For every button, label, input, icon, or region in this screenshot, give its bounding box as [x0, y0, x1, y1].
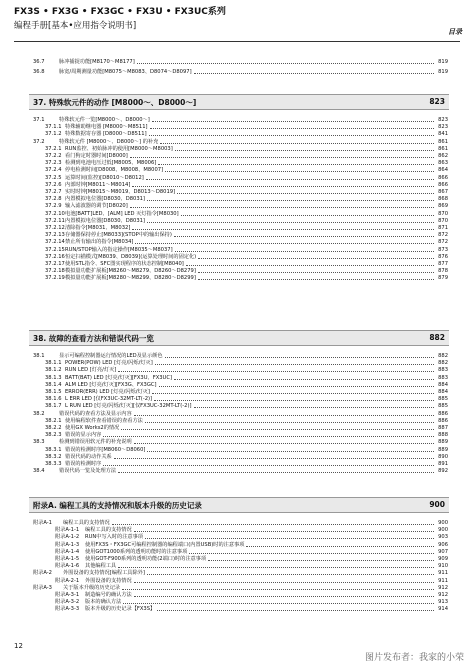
- toc-entry-number: 37.2.3: [45, 160, 62, 167]
- toc-entry-number: 38.3.1: [45, 446, 62, 453]
- toc-entry-page: 873: [438, 246, 448, 253]
- toc-entry[interactable]: [33, 439, 448, 446]
- toc-entry-number: 38.3.2: [45, 453, 62, 460]
- toc-entry-title: 制造编号的确认方法: [85, 592, 132, 598]
- toc-entry[interactable]: [45, 425, 448, 432]
- toc-entry-title: L ERR LED [仅FX3UC-32MT-LT(-2)]: [65, 396, 153, 403]
- toc-entry-page: 886: [438, 410, 448, 417]
- toc-entry-number: 37.2.5: [45, 174, 62, 181]
- toc-entry-title: 使用GX Works2的情况: [65, 425, 120, 431]
- toc-entry-title: POWER(POW) LED [灯亮/闪烁/灯灭]: [65, 360, 153, 367]
- toc-entry-page: 882: [438, 353, 448, 359]
- toc-leader-dots: [174, 236, 434, 237]
- toc-entry-number: 36.8: [33, 69, 45, 75]
- toc-entry-title: 错误代码的查看方法及显示内容: [59, 410, 132, 417]
- page-header: [14, 4, 460, 42]
- toc-leader-dots: [165, 357, 434, 358]
- toc-entry-number: 38.1.5: [45, 389, 62, 395]
- toc-entry-title: 电池[BATT]LED、[ALM] LED 灭灯指令[M8030]: [65, 210, 179, 217]
- toc-leader-dots: [114, 458, 434, 459]
- toc-entry[interactable]: [45, 261, 448, 268]
- toc-entry-page: 819: [438, 69, 448, 75]
- toc-entry-page: 876: [438, 253, 448, 260]
- toc-entry-page: 866: [438, 181, 448, 188]
- toc-entry-page: 883: [438, 374, 448, 381]
- toc-entry-title: 特殊软元件 [M8000～、D8000～] 的补充: [59, 138, 159, 145]
- toc-leader-dots: [147, 200, 434, 201]
- toc-entry-number: 附录A-1-4: [55, 548, 80, 555]
- toc-entry-page: 870: [438, 217, 448, 224]
- toc-entry-page: 883: [438, 367, 448, 374]
- toc-entry-number: 37.1: [33, 117, 45, 123]
- toc-leader-dots: [118, 371, 434, 372]
- toc-entry-page: 864: [438, 167, 448, 174]
- toc-leader-dots: [152, 393, 434, 394]
- toc-entry-number: 38.1.7: [45, 403, 62, 410]
- toc-entry-page: 867: [438, 189, 448, 195]
- toc-entry-number: 附录A-1-2: [55, 534, 80, 541]
- toc-entry-number: 附录A-1-1: [55, 527, 80, 534]
- toc-leader-dots: [175, 251, 434, 252]
- toc-entry[interactable]: [33, 117, 448, 124]
- toc-entry-page: 912: [438, 592, 448, 598]
- toc-leader-dots: [150, 128, 434, 129]
- toc-entry[interactable]: [45, 182, 448, 189]
- toc-leader-dots: [147, 222, 434, 223]
- toc-entry-page: 892: [438, 468, 448, 475]
- toc-leader-dots: [145, 538, 434, 539]
- toc-leader-dots: [130, 157, 434, 158]
- toc-entry-title: RUN中写入时的注意事项: [85, 534, 143, 541]
- toc-entry-page: 914: [438, 606, 448, 613]
- toc-entry-page: 912: [438, 584, 448, 591]
- toc-leader-dots: [165, 171, 434, 172]
- toc-leader-dots: [194, 407, 434, 408]
- toc-entry-number: 37.2.12: [45, 225, 65, 231]
- toc-leader-dots: [194, 73, 434, 74]
- toc-entry[interactable]: [45, 418, 448, 425]
- toc-leader-dots: [158, 164, 434, 165]
- section-title: 37. 特殊软元件的动作 [M8000～、D8000～]: [33, 98, 197, 107]
- toc-leader-dots: [198, 279, 434, 280]
- toc-entry-number: 37.2.16: [45, 253, 65, 260]
- toc-entry-page: 872: [438, 239, 448, 246]
- toc-entry-title: RUN/STOP输入的指定操作[M8035～M8037]: [65, 246, 173, 253]
- toc-entry-title: 错误的检测时序: [65, 461, 102, 467]
- toc-entry-page: 878: [438, 268, 448, 275]
- toc-entry-title: 错误代码一览及处理方法: [59, 468, 117, 475]
- toc-entry-number: 37.2.7: [45, 189, 62, 195]
- toc-entry-title: 恒定扫描模式[M8039、D8039](运算处理时间的固定化): [65, 253, 197, 260]
- toc-entry-title: 输入滤波器的调节[D8020]: [65, 203, 128, 210]
- toc-entry-number: 附录A-1-5: [55, 556, 80, 562]
- toc-entry[interactable]: [45, 211, 448, 218]
- toc-entry-page: 884: [438, 389, 448, 395]
- toc-entry-number: 38.2.1: [45, 417, 62, 424]
- toc-leader-dots: [132, 229, 434, 230]
- toc-entry-page: 889: [438, 439, 448, 446]
- toc-entry-title: RUN监控、初始脉冲的使用[M8000～M8003]: [65, 145, 173, 152]
- toc-entry-number: 37.2.4: [45, 167, 62, 174]
- toc-entry-number: 附录A-3-2: [55, 599, 80, 606]
- toc-leader-dots: [134, 531, 434, 532]
- toc-entry-number: 附录A-1: [33, 520, 52, 526]
- toc-entry-page: 900: [438, 520, 448, 526]
- toc-entry[interactable]: [45, 167, 448, 174]
- section-page: 900: [429, 500, 445, 509]
- toc-leader-dots: [152, 121, 434, 122]
- toc-entry-title: 内置模拟电位器[D8030、D8031]: [65, 196, 145, 203]
- toc-entry-number: 38.1: [33, 353, 45, 359]
- toc-entry-title: 脉宽/周期测量功能[M8075～M8083、D8074～D8097]: [59, 69, 192, 75]
- toc-entry-page: 913: [438, 599, 448, 606]
- toc-section-header[interactable]: [29, 94, 449, 110]
- toc-leader-dots: [198, 272, 434, 273]
- toc-entry[interactable]: [45, 367, 448, 374]
- toc-entry-title: 显示可编程控制器运行情况的LED及显示颜色: [59, 353, 163, 359]
- toc-leader-dots: [147, 574, 434, 575]
- toc-entry-title: 运算时间(监控)[D8010～D8012]: [65, 174, 144, 181]
- toc-entry-page: 890: [438, 453, 448, 460]
- toc-entry-title: 存储器保持停止[M8033](STOP中的输出保持): [65, 232, 172, 239]
- toc-entry-number: 37.2.19: [45, 275, 65, 282]
- toc-entry-page: 871: [438, 225, 448, 231]
- series-title: FX3S • FX3G • FX3GC • FX3U • FX3UC系列: [14, 7, 226, 17]
- toc-entry-number: 37.2.6: [45, 181, 62, 188]
- toc-entry-page: 841: [438, 131, 448, 138]
- toc-entry[interactable]: [33, 69, 448, 76]
- toc-entry-page: 910: [438, 563, 448, 570]
- toc-entry-title: 使用编程软件查看错误的查看方法: [65, 417, 143, 424]
- toc-entry-title: 错误的检测时序[M8060～D8060]: [65, 446, 146, 453]
- toc-entry-number: 37.2.17: [45, 261, 65, 267]
- toc-entry-number: 附录A-3-1: [55, 592, 80, 598]
- toc-entry[interactable]: [55, 542, 448, 549]
- toc-entry[interactable]: [33, 570, 448, 577]
- toc-entry[interactable]: [45, 254, 448, 261]
- toc-entry-number: 38.1.3: [45, 374, 62, 381]
- toc-entry-number: 37.2.13: [45, 232, 65, 239]
- toc-leader-dots: [174, 379, 434, 380]
- toc-entry-title: 实时时钟[M8015～M8019、D8013～D8019]: [65, 189, 176, 195]
- toc-entry-page: 868: [438, 196, 448, 203]
- toc-entry-title: 内置模拟电位器[D8030、D8031]: [65, 217, 145, 224]
- toc-entry[interactable]: [45, 247, 448, 254]
- toc-entry-title: 版本升级的历史记录【FX3S】: [85, 606, 156, 613]
- toc-entry-number: 37.2.2: [45, 153, 62, 159]
- toc-entry-page: 885: [438, 403, 448, 410]
- toc-entry-title: 使用STL指令、SFC图实现程序的状态控制[M8040]: [65, 261, 184, 267]
- toc-entry-title: 清除指令[M8031、M8032]: [65, 225, 131, 231]
- toc-entry-title: 特殊辅助继电器 [M8000～M8511]: [65, 124, 148, 131]
- toc-leader-dots: [135, 243, 434, 244]
- toc-leader-dots: [137, 63, 434, 64]
- toc-leader-dots: [112, 524, 434, 525]
- toc-entry-number: 38.1.1: [45, 360, 62, 367]
- toc-entry-number: 37.2.11: [45, 217, 65, 224]
- toc-leader-dots: [189, 553, 434, 554]
- toc-entry-title: 脉冲捕捉功能[M8170～M8177]: [59, 59, 135, 65]
- toc-leader-dots: [198, 258, 434, 259]
- toc-entry-page: 884: [438, 381, 448, 388]
- toc-entry-title: L RUN LED [灯亮/闪烁/灯灭][仅FX3UC-32MT-LT(-2)]: [65, 403, 192, 410]
- toc-entry[interactable]: [55, 606, 448, 613]
- toc-entry-title: 检测到错误用软元件的补充说明: [59, 439, 132, 446]
- toc-entry-number: 38.4: [33, 468, 45, 475]
- section-title: 38. 故障的查看方法和错误代码一览: [33, 334, 154, 343]
- toc-entry-page: 909: [438, 556, 448, 562]
- toc-entry-title: ALM LED [灯亮/灯灭][FX3G、FX3GC]: [65, 381, 157, 388]
- toc-leader-dots: [134, 596, 434, 597]
- toc-entry-page: 903: [438, 534, 448, 541]
- toc-entry-page: 877: [438, 261, 448, 267]
- toc-entry-page: 819: [438, 59, 448, 65]
- toc-entry-title: 使用FX3S・FX3GC可编程控制器的编程端口(内置USB)时的注意事项: [85, 541, 245, 548]
- toc-entry-number: 38.3: [33, 439, 45, 446]
- toc-entry[interactable]: [45, 153, 448, 160]
- toc-entry[interactable]: [45, 461, 448, 468]
- toc-leader-dots: [123, 603, 434, 604]
- toc-entry-page: 823: [438, 117, 448, 123]
- toc-leader-dots: [146, 179, 434, 180]
- toc-leader-dots: [155, 364, 434, 365]
- toc-entry-page: 869: [438, 203, 448, 210]
- toc-entry-number: 附录A-1-3: [55, 541, 80, 548]
- toc-leader-dots: [159, 386, 435, 387]
- toc-entry[interactable]: [45, 375, 448, 382]
- header-divider: [14, 41, 460, 42]
- toc-entry-title: 错误的显示内容: [65, 432, 102, 439]
- section-page: 882: [429, 333, 445, 342]
- toc-leader-dots: [246, 546, 434, 547]
- toc-leader-dots: [118, 472, 434, 473]
- toc-entry-number: 附录A-3-3: [55, 606, 80, 613]
- toc-entry[interactable]: [45, 175, 448, 182]
- toc-entry[interactable]: [33, 59, 448, 66]
- toc-entry-page: 861: [438, 145, 448, 152]
- toc-leader-dots: [160, 143, 434, 144]
- toc-leader-dots: [186, 265, 434, 266]
- toc-entry-number: 附录A-2-1: [55, 577, 80, 584]
- toc-entry-title: 检测到电池电压过低[M8005、M8006]: [65, 160, 157, 167]
- toc-entry[interactable]: [33, 520, 448, 527]
- toc-leader-dots: [122, 589, 434, 590]
- contents-label: 目录: [448, 28, 462, 36]
- toc-section-header[interactable]: [29, 330, 449, 346]
- toc-entry-page: 891: [438, 461, 448, 467]
- toc-entry-title: 外围设备的支持情况: [85, 577, 132, 584]
- toc-entry[interactable]: [45, 218, 448, 225]
- toc-entry[interactable]: [45, 239, 448, 246]
- toc-entry-number: 38.2: [33, 410, 45, 417]
- toc-leader-dots: [157, 610, 434, 611]
- toc-entry-number: 37.2.18: [45, 268, 65, 275]
- manual-title: 编程手册[基本•应用指令说明书]: [14, 21, 137, 31]
- toc-entry-title: 外围设备的支持情况[编程工具除外]: [63, 570, 145, 577]
- toc-entry-number: 附录A-1-6: [55, 563, 80, 570]
- toc-leader-dots: [154, 400, 434, 401]
- toc-entry[interactable]: [45, 454, 448, 461]
- toc-entry-page: 900: [438, 527, 448, 534]
- toc-entry-page: 882: [438, 360, 448, 367]
- page-number: 12: [14, 642, 23, 650]
- toc-leader-dots: [103, 436, 434, 437]
- toc-entry-page: 889: [438, 446, 448, 453]
- toc-entry-title: 特殊数据寄存器 [D8000～D8511]: [65, 131, 147, 138]
- toc-entry[interactable]: [45, 203, 448, 210]
- toc-entry[interactable]: [45, 146, 448, 153]
- toc-entry-title: 编程工具的支持情况: [85, 527, 132, 534]
- toc-leader-dots: [118, 567, 434, 568]
- toc-entry-page: 911: [438, 577, 448, 584]
- toc-entry-title: 禁止所有输出的指令[M8034]: [65, 239, 134, 246]
- toc-entry-title: 使用GOT1000系列的透明功能时的注意事项: [85, 548, 188, 555]
- toc-entry[interactable]: [45, 225, 448, 232]
- toc-entry[interactable]: [55, 549, 448, 556]
- toc-entry[interactable]: [33, 585, 448, 592]
- toc-entry-page: 907: [438, 548, 448, 555]
- toc-entry-number: 附录A-2: [33, 570, 52, 577]
- toc-entry-title: 停电检测时间[D8008、M8008、M8007]: [65, 167, 164, 174]
- toc-entry-page: 862: [438, 153, 448, 159]
- toc-entry-title: 特殊软元件一览[M8000～、D8000～]: [59, 117, 150, 123]
- toc-entry-title: 模拟量功能扩展板[M8280～M8299、D8280～D8299]: [65, 275, 196, 282]
- toc-entry-number: 37.1.2: [45, 131, 62, 138]
- toc-entry-number: 38.3.3: [45, 461, 62, 467]
- toc-entry[interactable]: [33, 411, 448, 418]
- toc-entry-page: 863: [438, 160, 448, 167]
- toc-entry[interactable]: [33, 468, 448, 475]
- toc-entry-page: 870: [438, 210, 448, 217]
- toc-leader-dots: [208, 560, 434, 561]
- toc-entry-number: 36.7: [33, 59, 45, 65]
- toc-entry-number: 37.2.15: [45, 246, 65, 253]
- section-title: 附录A. 编程工具的支持情况和版本升级的历史记录: [33, 501, 202, 510]
- toc-entry-number: 37.2.1: [45, 145, 62, 152]
- toc-leader-dots: [134, 443, 434, 444]
- toc-entry-title: BATT(BAT) LED [灯亮/灯灭][FX3U、FX3UC]: [65, 374, 173, 381]
- toc-entry-number: 38.2.2: [45, 425, 62, 431]
- watermark: 图片发布者：我家的小荣: [364, 653, 464, 663]
- toc-entry[interactable]: [33, 139, 448, 146]
- toc-entry-number: 37.1.1: [45, 124, 62, 131]
- toc-leader-dots: [134, 415, 434, 416]
- toc-leader-dots: [181, 215, 434, 216]
- toc-entry[interactable]: [55, 578, 448, 585]
- toc-leader-dots: [149, 135, 434, 136]
- toc-leader-dots: [145, 422, 434, 423]
- toc-entry-title: 内部时钟[M8011～M8014]: [65, 181, 131, 188]
- toc-leader-dots: [175, 150, 434, 151]
- toc-entry[interactable]: [33, 353, 448, 360]
- toc-leader-dots: [132, 186, 434, 187]
- toc-entry-number: 37.2.8: [45, 196, 62, 203]
- toc-entry-number: 38.1.6: [45, 396, 62, 403]
- toc-entry[interactable]: [45, 275, 448, 282]
- toc-leader-dots: [147, 451, 434, 452]
- toc-entry[interactable]: [45, 389, 448, 396]
- toc-entry-number: 38.1.2: [45, 367, 62, 374]
- toc-entry-page: 906: [438, 541, 448, 548]
- toc-entry[interactable]: [55, 556, 448, 563]
- toc-entry[interactable]: [45, 189, 448, 196]
- toc-entry-number: 38.2.3: [45, 432, 62, 439]
- toc-entry-page: 885: [438, 396, 448, 403]
- toc-entry-page: 861: [438, 138, 448, 145]
- toc-entry[interactable]: [45, 131, 448, 138]
- toc-leader-dots: [103, 465, 434, 466]
- toc-entry-title: 版本的确认方法: [85, 599, 122, 606]
- section-page: 823: [429, 97, 445, 106]
- toc-entry-number: 37.2: [33, 138, 45, 145]
- toc-entry-title: 错误代码的动作关系: [65, 453, 112, 460]
- toc-entry-title: 编程工具的支持情况: [63, 520, 110, 526]
- toc-entry-page: 879: [438, 275, 448, 282]
- toc-entry-title: RUN LED [灯亮/灯灭]: [65, 367, 117, 374]
- toc-entry-page: 886: [438, 417, 448, 424]
- toc-entry-number: 38.1.4: [45, 381, 62, 388]
- toc-entry-title: 其他编程工具: [85, 563, 117, 570]
- toc-leader-dots: [130, 207, 434, 208]
- toc-entry-number: 37.2.14: [45, 239, 65, 246]
- toc-entry-page: 872: [438, 232, 448, 239]
- toc-entry-title: 看门狗定时器时间[D8000]: [65, 153, 128, 159]
- toc-entry-page: 911: [438, 570, 448, 577]
- toc-entry[interactable]: [55, 592, 448, 599]
- toc-leader-dots: [134, 582, 434, 583]
- toc-entry-number: 附录A-3: [33, 584, 52, 591]
- toc-entry-page: 823: [438, 124, 448, 131]
- toc-entry-title: 使用GOT-F900系列的透明功能(2端口)时的注意事项: [85, 556, 207, 562]
- toc-entry-title: 模拟量功能扩展板[M8260～M8279、D8260～D8279]: [65, 268, 196, 275]
- toc-entry-page: 887: [438, 425, 448, 431]
- toc-entry-number: 37.2.9: [45, 203, 62, 210]
- toc-section-header[interactable]: [29, 497, 449, 513]
- toc-entry-page: 866: [438, 174, 448, 181]
- toc-leader-dots: [177, 193, 434, 194]
- toc-entry[interactable]: [45, 403, 448, 410]
- toc-entry[interactable]: [55, 534, 448, 541]
- toc-entry[interactable]: [45, 447, 448, 454]
- toc-entry-number: 37.2.10: [45, 210, 65, 217]
- toc-entry[interactable]: [45, 382, 448, 389]
- toc-entry-page: 888: [438, 432, 448, 439]
- toc-leader-dots: [121, 429, 434, 430]
- toc-entry-title: 关于版本升级的历史记录: [63, 584, 121, 591]
- toc-entry-title: ERROR(ERR) LED [灯亮/闪烁/灯灭]: [65, 389, 150, 395]
